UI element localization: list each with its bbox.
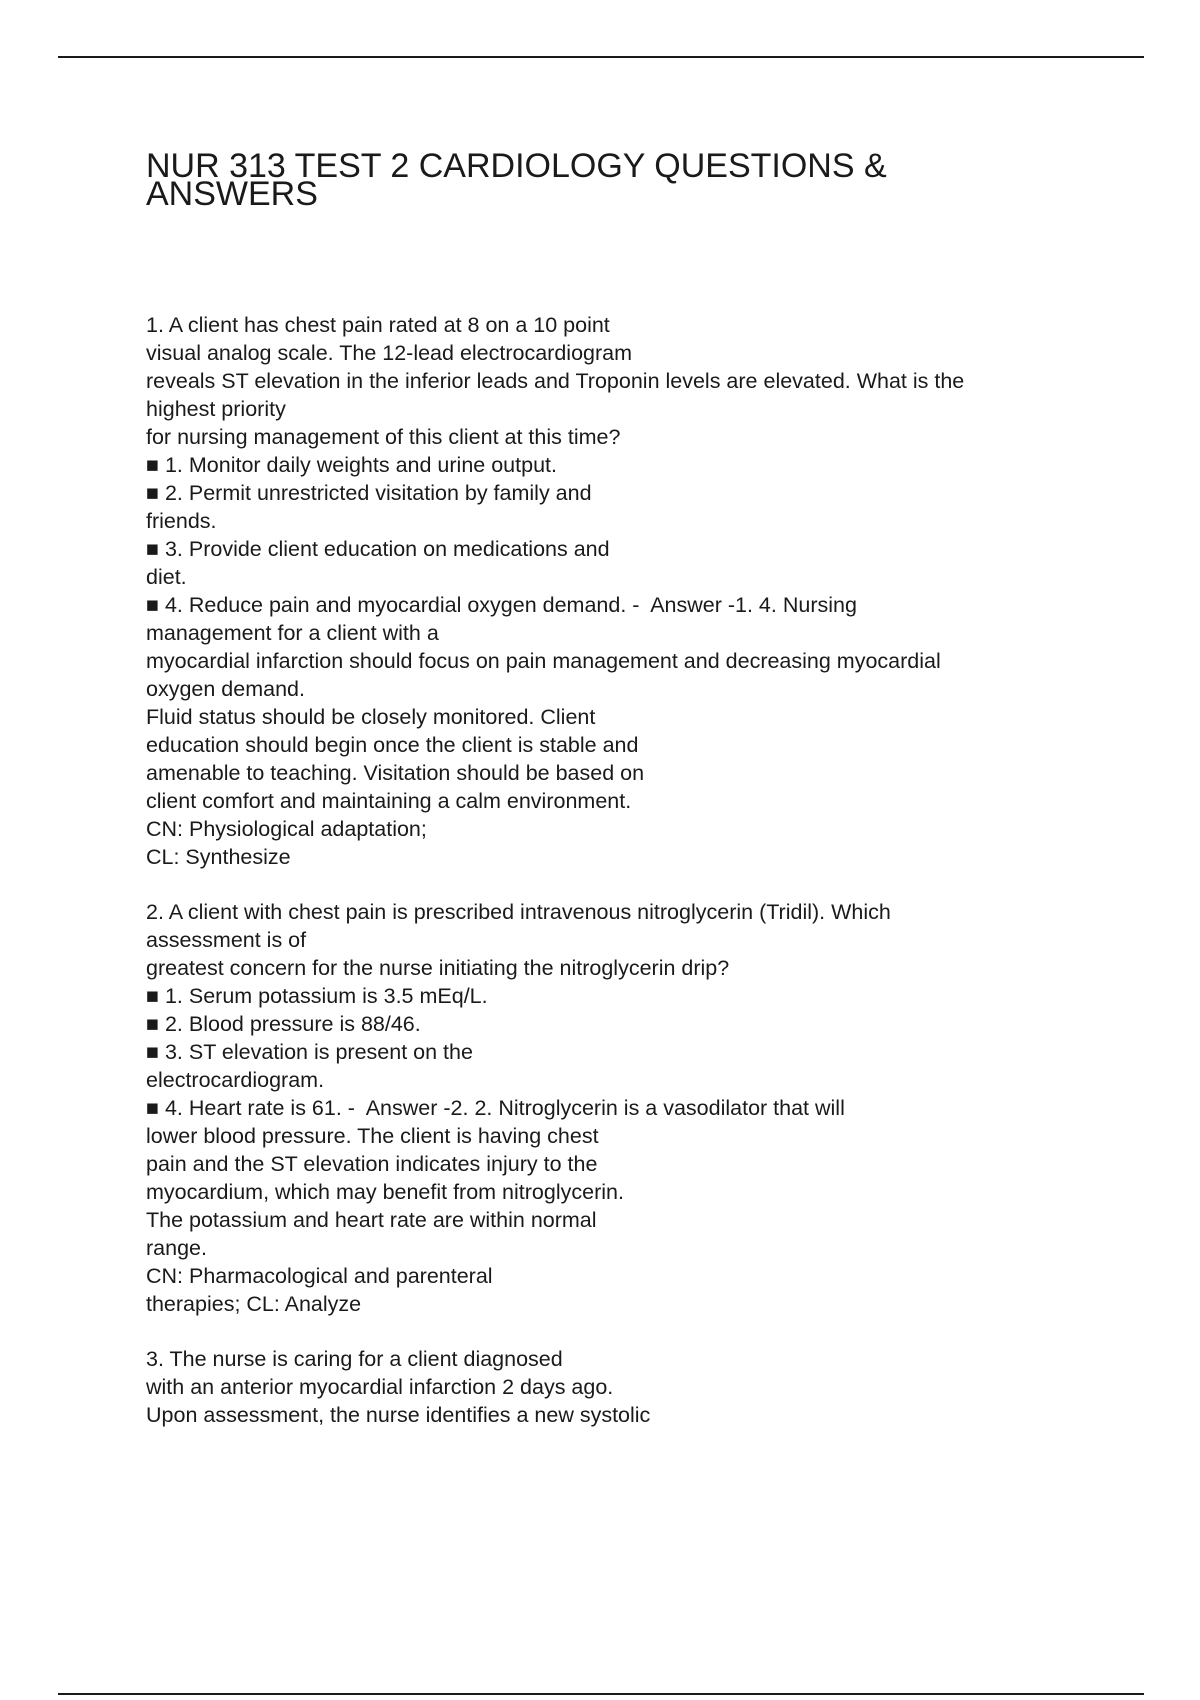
question-2-option: ■ 4. Heart rate is 61. - Answer -2. 2. Nitroglycerin is a vasodilator that will xyxy=(146,1096,845,1120)
question-2-option: ■ 1. Serum potassium is 3.5 mEq/L. xyxy=(146,984,488,1008)
question-1-answer: management for a client with a xyxy=(146,621,439,645)
document-title xyxy=(146,146,1046,213)
question-1-option: ■ 2. Permit unrestricted visitation by family and xyxy=(146,481,592,505)
question-1-option: ■ 4. Reduce pain and myocardial oxygen demand. - Answer -1. 4. Nursing xyxy=(146,593,857,617)
question-1-option: ■ 3. Provide client education on medications and xyxy=(146,537,610,561)
question-1-answer: myocardial infarction should focus on pain management and decreasing myocardial xyxy=(146,649,941,673)
question-1-option: ■ 1. Monitor daily weights and urine output. xyxy=(146,453,557,477)
question-1-line: friends. xyxy=(146,509,217,533)
title-line: NUR 313 TEST 2 CARDIOLOGY QUESTIONS & xyxy=(146,147,887,185)
question-2-answer: lower blood pressure. The client is having chest xyxy=(146,1124,599,1148)
document-body xyxy=(146,311,1146,1429)
question-2-option: ■ 2. Blood pressure is 88/46. xyxy=(146,1012,421,1036)
question-2-option: ■ 3. ST elevation is present on the xyxy=(146,1040,473,1064)
question-1-line: reveals ST elevation in the inferior leads and Troponin levels are elevated. What is the xyxy=(146,369,965,393)
question-1-answer: Fluid status should be closely monitored. Client xyxy=(146,705,596,729)
question-3-line: Upon assessment, the nurse identifies a new systolic xyxy=(146,1403,651,1427)
question-3 xyxy=(146,1345,1146,1429)
question-1-answer: amenable to teaching. Visitation should be based on xyxy=(146,761,645,785)
question-1-answer: client comfort and maintaining a calm environment. xyxy=(146,789,632,813)
question-1-line: for nursing management of this client at this time? xyxy=(146,425,621,449)
question-2-answer: range. xyxy=(146,1236,207,1260)
bottom-rule xyxy=(58,1693,1144,1695)
question-3-line: with an anterior myocardial infarction 2 days ago. xyxy=(146,1375,614,1399)
question-2-line: greatest concern for the nurse initiating the nitroglycerin drip? xyxy=(146,956,730,980)
paragraph-gap xyxy=(146,871,1146,898)
question-2-line: 2. A client with chest pain is prescribed intravenous nitroglycerin (Tridil). Which xyxy=(146,900,891,924)
question-1-line: highest priority xyxy=(146,397,286,421)
question-1-line: diet. xyxy=(146,565,187,589)
question-1-line: visual analog scale. The 12-lead electrocardiogram xyxy=(146,341,633,365)
question-2-category: CN: Pharmacological and parenteral xyxy=(146,1264,493,1288)
question-1-category: CL: Synthesize xyxy=(146,845,291,869)
paragraph-gap xyxy=(146,1318,1146,1345)
question-2-line: electrocardiogram. xyxy=(146,1068,325,1092)
question-1-answer: education should begin once the client is stable and xyxy=(146,733,639,757)
title-line: ANSWERS xyxy=(146,175,318,213)
question-2 xyxy=(146,898,1146,1318)
question-2-answer: myocardium, which may benefit from nitroglycerin. xyxy=(146,1180,624,1204)
question-1-category: CN: Physiological adaptation; xyxy=(146,817,427,841)
question-2-line: assessment is of xyxy=(146,928,307,952)
question-2-answer: pain and the ST elevation indicates injury to the xyxy=(146,1152,598,1176)
question-3-line: 3. The nurse is caring for a client diagnosed xyxy=(146,1347,563,1371)
question-1-answer: oxygen demand. xyxy=(146,677,305,701)
question-1-line: 1. A client has chest pain rated at 8 on a 10 point xyxy=(146,313,610,337)
question-1 xyxy=(146,311,1146,871)
question-2-category: therapies; CL: Analyze xyxy=(146,1292,362,1316)
top-rule xyxy=(58,56,1144,58)
question-2-answer: The potassium and heart rate are within normal xyxy=(146,1208,597,1232)
